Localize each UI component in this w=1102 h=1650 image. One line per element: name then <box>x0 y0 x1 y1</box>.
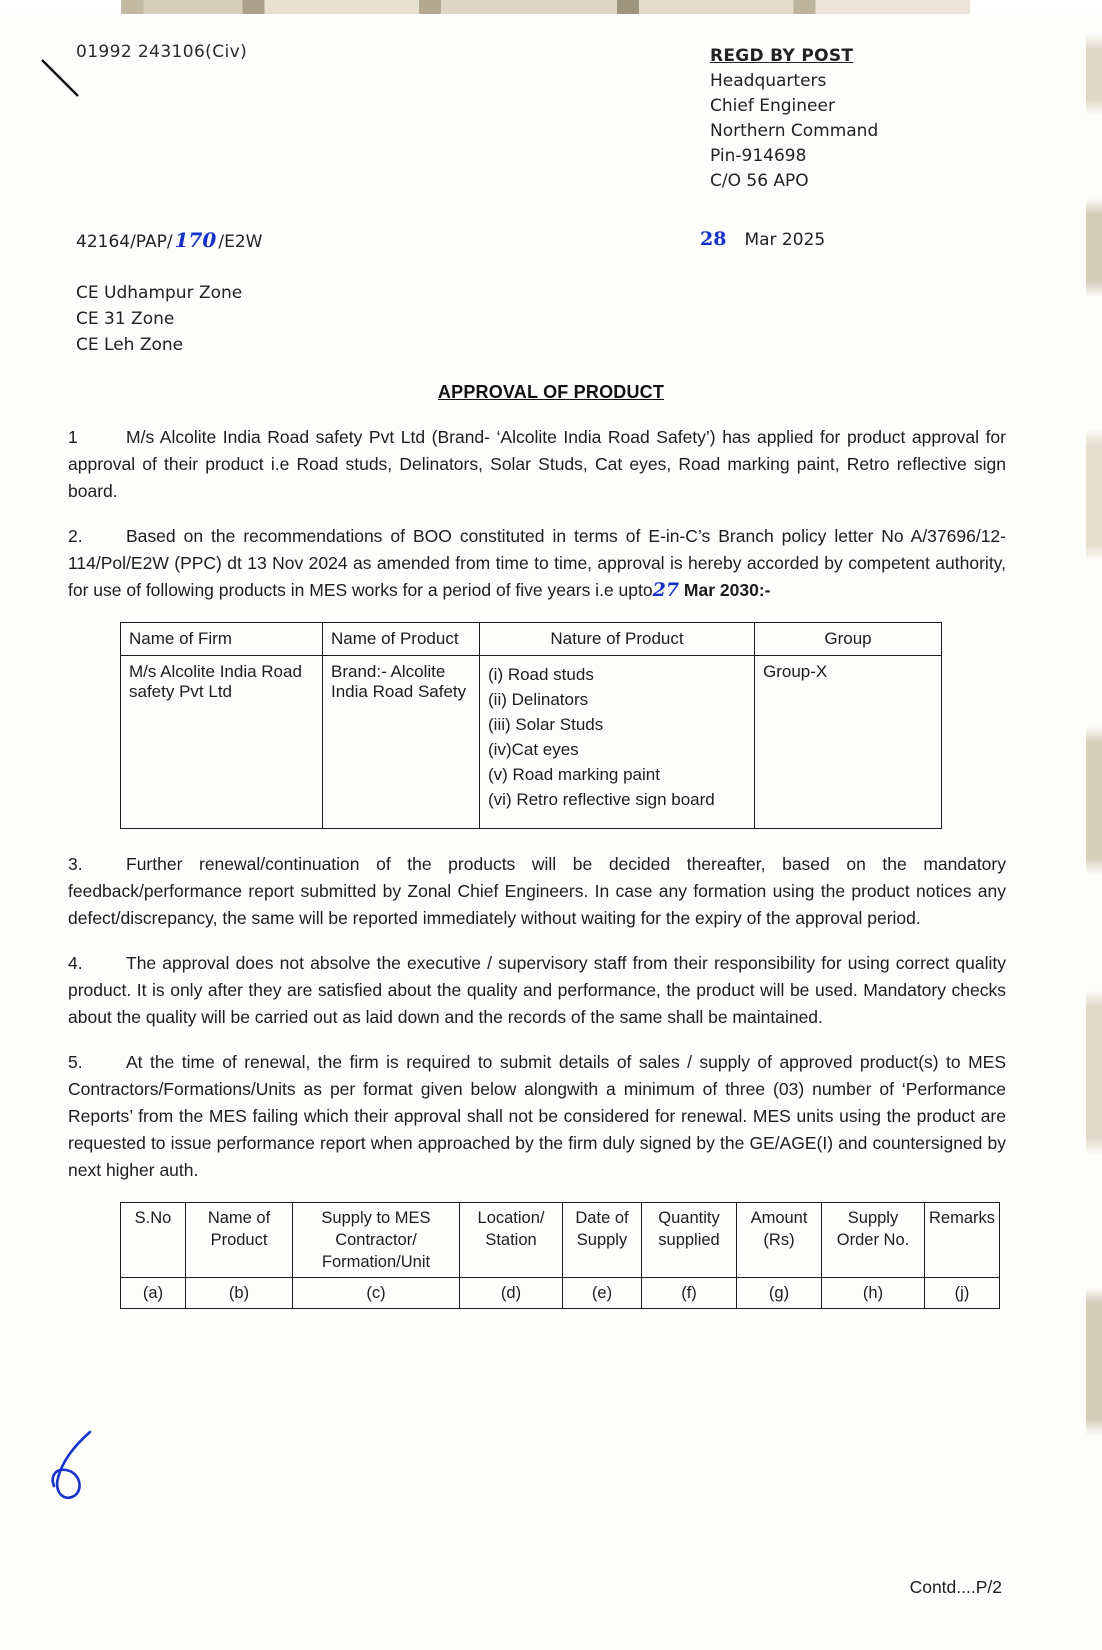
handwritten-signature-mark <box>44 1428 114 1508</box>
letter-date <box>700 228 825 250</box>
approval-table <box>120 622 942 829</box>
cell-letter-c: (c) <box>293 1278 460 1309</box>
address-line-2: Chief Engineer <box>710 96 835 116</box>
scan-right-edge-artifact <box>1086 0 1102 1650</box>
table-header-row <box>121 623 942 656</box>
paragraph-2-text-a: Based on the recommendations of BOO constituted in terms of E-in-C’s Branch policy letter No A/37696/12-114/Pol/E2W (PPC) dt 13 Nov 2024 as amended from time to time, approval is hereby accorded by competent authority, for use of following products in MES works for a period of five years i.e upto <box>68 526 1006 600</box>
reference-prefix: 42164/PAP/ <box>76 232 173 252</box>
header-nature-of-product: Nature of Product <box>480 623 755 656</box>
address-line-5: C/O 56 APO <box>710 171 809 191</box>
product-item-5: (v) Road marking paint <box>488 765 660 784</box>
cell-firm-name: M/s Alcolite India Road safety Pvt Ltd <box>121 656 323 829</box>
header-date-of-supply: Date of Supply <box>563 1203 642 1278</box>
cell-letter-a: (a) <box>121 1278 186 1309</box>
paragraph-3-text: Further renewal/continuation of the products will be decided thereafter, based on the mandatory feedback/performance report submitted by Zonal Chief Engineers. In case any formation using the product notices any defect/discrepancy, the same will be reported immediately without waiting for the expiry of the approval period. <box>68 854 1006 928</box>
product-item-4: (iv)Cat eyes <box>488 740 579 759</box>
product-item-3: (iii) Solar Studs <box>488 715 604 734</box>
paragraph-2 <box>68 523 1006 604</box>
table-header-row <box>121 1203 1000 1278</box>
header-group: Group <box>755 623 942 656</box>
cell-product-name: Brand:- Alcolite India Road Safety <box>323 656 480 829</box>
reference-suffix: /E2W <box>218 232 263 252</box>
regd-by-post-label: REGD BY POST <box>710 46 854 66</box>
cell-letter-j: (j) <box>925 1278 1000 1309</box>
product-item-6: (vi) Retro reflective sign board <box>488 790 715 809</box>
product-item-1: (i) Road studs <box>488 665 594 684</box>
address-line-3: Northern Command <box>710 121 879 141</box>
header-name-of-product: Name of Product <box>186 1203 293 1278</box>
paragraph-1-text: M/s Alcolite India Road safety Pvt Ltd (Brand- ‘Alcolite India Road Safety’) has applied for product approval for approval of their product i.e Road studs, Delinators, Solar Studs, Cat eyes, Road marking paint, Retro reflective sign board. <box>68 427 1006 501</box>
paragraph-5-text: At the time of renewal, the firm is required to submit details of sales / supply of approved product(s) to MES Contractors/Formations/Units as per format given below alongwith a minimum of three (03) number of ‘Performance Reports’ from the MES failing which their approval shall not be considered for renewal. MES units using the product are requested to issue performance report when approached by the firm duly signed by the GE/AGE(I) and countersigned by next higher auth. <box>68 1052 1006 1180</box>
header-amount-rs: Amount (Rs) <box>737 1203 822 1278</box>
paragraph-4-text: The approval does not absolve the executive / supervisory staff from their responsibility for using correct quality product. It is only after they are satisfied about the quality and performance, the product will be used. Mandatory checks about the quality will be carried out as laid down and the records of the same shall be maintained. <box>68 953 1006 1027</box>
document-title: APPROVAL OF PRODUCT <box>437 382 665 402</box>
document-body <box>68 424 1006 1309</box>
paragraph-3 <box>68 851 1006 932</box>
table-row <box>121 1278 1000 1309</box>
pen-slash-mark-icon <box>38 56 84 102</box>
cell-letter-g: (g) <box>737 1278 822 1309</box>
header-location-station: Location/ Station <box>460 1203 563 1278</box>
recipient-3: CE Leh Zone <box>76 335 184 355</box>
approval-table-wrapper <box>120 622 942 829</box>
product-list <box>488 662 746 812</box>
header-name-of-product: Name of Product <box>323 623 480 656</box>
document-number: 01992 243106(Civ) <box>76 42 248 62</box>
paragraph-3-number: 3. <box>68 854 83 874</box>
cell-letter-b: (b) <box>186 1278 293 1309</box>
paragraph-4 <box>68 950 1006 1031</box>
header-name-of-firm: Name of Firm <box>121 623 323 656</box>
supply-format-table <box>120 1202 1000 1309</box>
reference-handwritten-number: 170 <box>174 228 217 252</box>
header-supply-to-mes: Supply to MES Contractor/ Formation/Unit <box>293 1203 460 1278</box>
date-day-handwritten: 28 <box>700 228 727 250</box>
cell-letter-e: (e) <box>563 1278 642 1309</box>
cell-nature-of-product <box>480 656 755 829</box>
recipient-2: CE 31 Zone <box>76 309 175 329</box>
reference-number-line <box>76 228 262 252</box>
page-continuation-label: Contd....P/2 <box>909 1577 1002 1597</box>
paragraph-5-number: 5. <box>68 1052 83 1072</box>
header-quantity-supplied: Quantity supplied <box>642 1203 737 1278</box>
date-month-year: Mar 2025 <box>744 230 826 250</box>
paragraph-1-number: 1 <box>68 427 78 447</box>
header-address-block <box>710 44 878 194</box>
supply-format-table-wrapper <box>120 1202 1000 1309</box>
paragraph-5 <box>68 1049 1006 1184</box>
scan-top-edge-artifact <box>0 0 1102 14</box>
header-remarks: Remarks <box>925 1203 1000 1278</box>
recipient-list <box>76 280 242 358</box>
paragraph-1 <box>68 424 1006 505</box>
cell-letter-h: (h) <box>822 1278 925 1309</box>
cell-letter-d: (d) <box>460 1278 563 1309</box>
header-supply-order-no: Supply Order No. <box>822 1203 925 1278</box>
recipient-1: CE Udhampur Zone <box>76 283 243 303</box>
address-line-4: Pin-914698 <box>710 146 807 166</box>
product-item-2: (ii) Delinators <box>488 690 589 709</box>
header-s-no: S.No <box>121 1203 186 1278</box>
paragraph-2-text-b: Mar 2030:- <box>683 580 771 600</box>
cell-letter-f: (f) <box>642 1278 737 1309</box>
paragraph-4-number: 4. <box>68 953 83 973</box>
cell-group: Group-X <box>755 656 942 829</box>
paragraph-2-handwritten-date: 27 <box>652 579 680 601</box>
address-line-1: Headquarters <box>710 71 827 91</box>
paragraph-2-number: 2. <box>68 526 83 546</box>
table-row <box>121 656 942 829</box>
